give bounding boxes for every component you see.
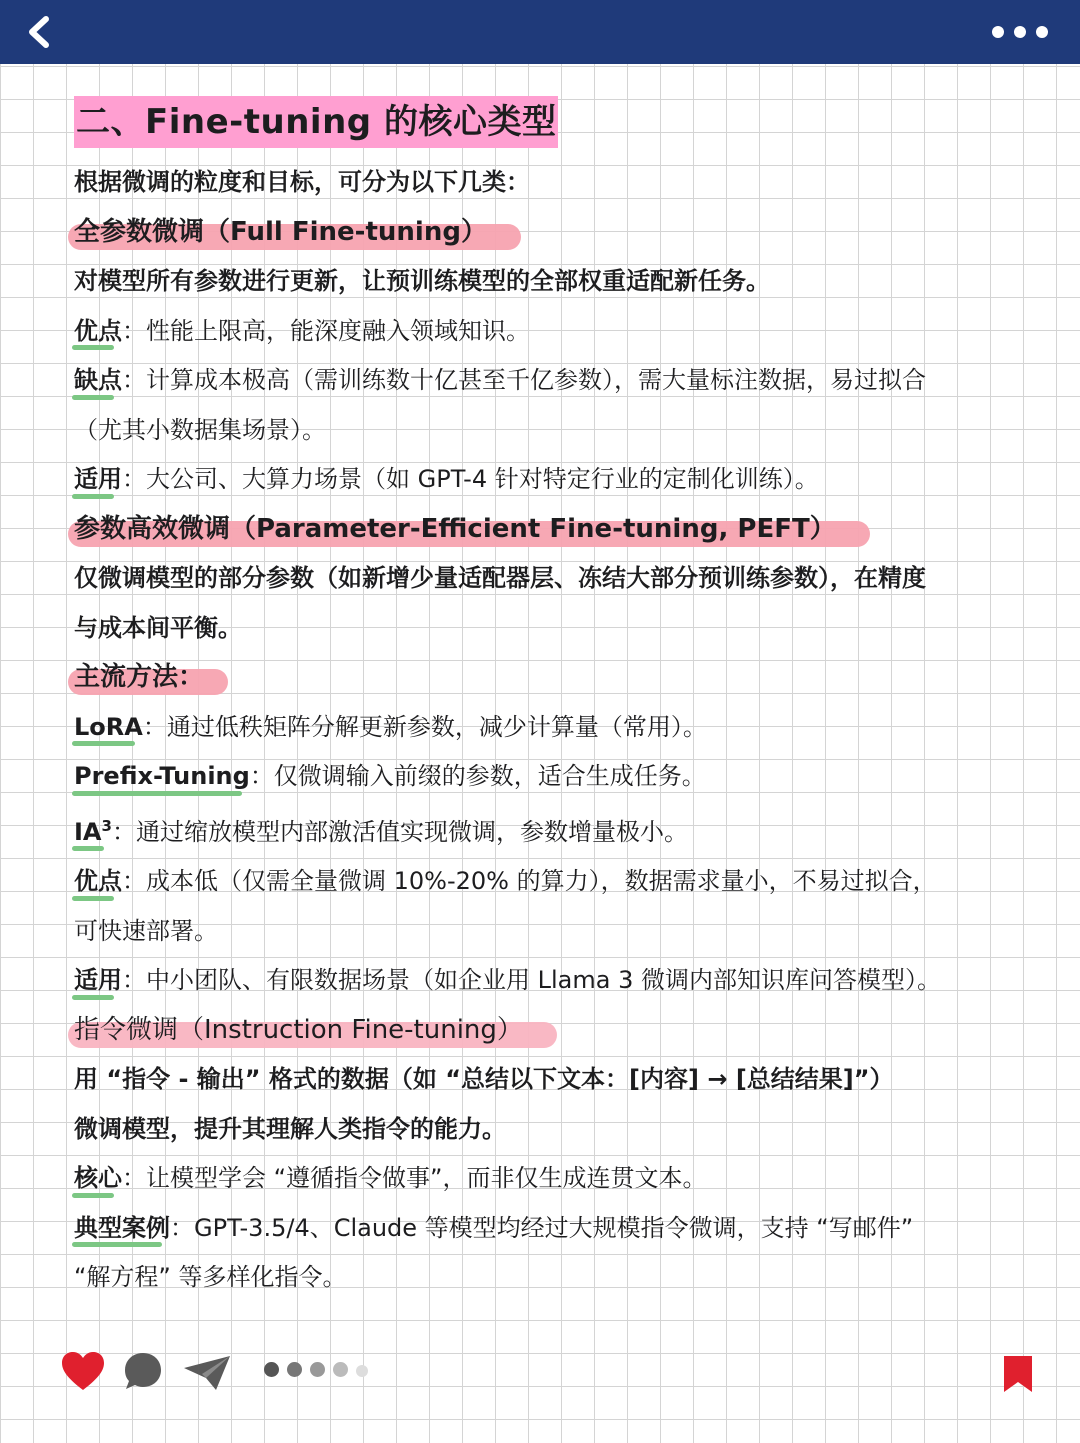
- cons-text: ：计算成本极高（需训练数十亿甚至千亿参数），需大量标注数据，易过拟合: [122, 366, 926, 394]
- instruction-desc: 用 “指令 - 输出” 格式的数据（如 “总结以下文本：[内容] → [总结结果]”）: [74, 1065, 894, 1093]
- note-content: [74, 96, 1034, 1303]
- use-text: ：大公司、大算力场景（如 GPT-4 针对特定行业的定制化训练）。: [122, 465, 819, 493]
- method-lora: [74, 703, 1034, 753]
- cons-label: 缺点: [74, 356, 122, 406]
- prefix-text: ：仅微调输入前缀的参数，适合生成任务。: [249, 762, 706, 790]
- ia3-label-text: IA: [74, 817, 102, 846]
- core-label: 核心: [74, 1154, 122, 1204]
- lora-text: ：通过低秩矩阵分解更新参数，减少计算量（常用）。: [142, 712, 707, 741]
- peft-pros: [74, 857, 1034, 907]
- bookmark-icon[interactable]: [1002, 1354, 1034, 1394]
- more-dots-icon[interactable]: [990, 20, 1050, 44]
- full-use: [74, 455, 1034, 505]
- peft-desc: 仅微调模型的部分参数（如新增少量适配器层、冻结大部分预训练参数），在精度: [74, 564, 926, 592]
- full-cons: [74, 356, 1034, 406]
- pros-label: 优点: [74, 857, 122, 907]
- page-indicator: [264, 1362, 376, 1380]
- bottom-action-bar: [0, 1340, 1080, 1410]
- peft-use: [74, 956, 1034, 1006]
- share-icon[interactable]: [182, 1354, 232, 1392]
- methods-heading: 主流方法：: [74, 653, 228, 703]
- lora-label: LoRA: [74, 703, 143, 753]
- intro-text: 根据微调的粒度和目标，可分为以下几类：: [74, 168, 530, 196]
- section-heading-instruction: 指令微调（Instruction Fine-tuning）: [74, 1006, 557, 1056]
- pros-text: ：性能上限高，能深度融入领域知识。: [122, 316, 530, 345]
- full-pros: [74, 307, 1034, 357]
- use-text: ：中小团队、有限数据场景（如企业用 Llama 3 微调内部知识库问答模型）。: [122, 966, 941, 994]
- page-dot[interactable]: [333, 1362, 348, 1377]
- page-dot[interactable]: [264, 1362, 279, 1377]
- peft-pros-cont: 可快速部署。: [74, 916, 218, 945]
- pros-text: ：成本低（仅需全量微调 10%-20% 的算力），数据需求量小，不易过拟合，: [122, 867, 937, 895]
- instruction-case: [74, 1204, 1034, 1254]
- page-dot[interactable]: [356, 1365, 368, 1377]
- ia3-text: ：通过缩放模型内部激活值实现微调，参数增量极小。: [111, 817, 688, 846]
- method-ia3: [74, 802, 1034, 858]
- full-cons-cont: （尤其小数据集场景）。: [74, 415, 326, 444]
- core-text: ：让模型学会 “遵循指令做事”，而非仅生成连贯文本。: [122, 1164, 707, 1192]
- pros-label: 优点: [74, 307, 122, 357]
- instruction-core: [74, 1154, 1034, 1204]
- heart-icon[interactable]: [60, 1350, 106, 1392]
- page-title: 二、Fine-tuning 的核心类型: [74, 96, 558, 148]
- top-bar: [0, 0, 1080, 64]
- page-dot[interactable]: [310, 1362, 325, 1377]
- use-label: 适用: [74, 956, 122, 1006]
- page-dot[interactable]: [287, 1362, 302, 1377]
- section-heading-full: 全参数微调（Full Fine-tuning）: [74, 208, 521, 258]
- instruction-desc-cont: 微调模型，提升其理解人类指令的能力。: [74, 1114, 506, 1143]
- use-label: 适用: [74, 455, 122, 505]
- section-heading-peft: 参数高效微调（Parameter-Efficient Fine-tuning, PEFT）: [74, 505, 870, 555]
- case-label: 典型案例: [74, 1204, 170, 1254]
- method-prefix: [74, 752, 1034, 802]
- prefix-label: Prefix-Tuning: [74, 752, 250, 802]
- chevron-left-icon[interactable]: [22, 14, 58, 50]
- comment-icon[interactable]: [122, 1350, 164, 1392]
- full-desc: 对模型所有参数进行更新，让预训练模型的全部权重适配新任务。: [74, 267, 770, 295]
- ia3-superscript: 3: [101, 816, 112, 835]
- ia3-label: [74, 802, 112, 858]
- peft-desc-cont: 与成本间平衡。: [74, 613, 242, 642]
- case-text: ：GPT-3.5/4、Claude 等模型均经过大规模指令微调，支持 “写邮件”: [170, 1213, 914, 1242]
- instruction-case-cont: “解方程” 等多样化指令。: [74, 1263, 347, 1291]
